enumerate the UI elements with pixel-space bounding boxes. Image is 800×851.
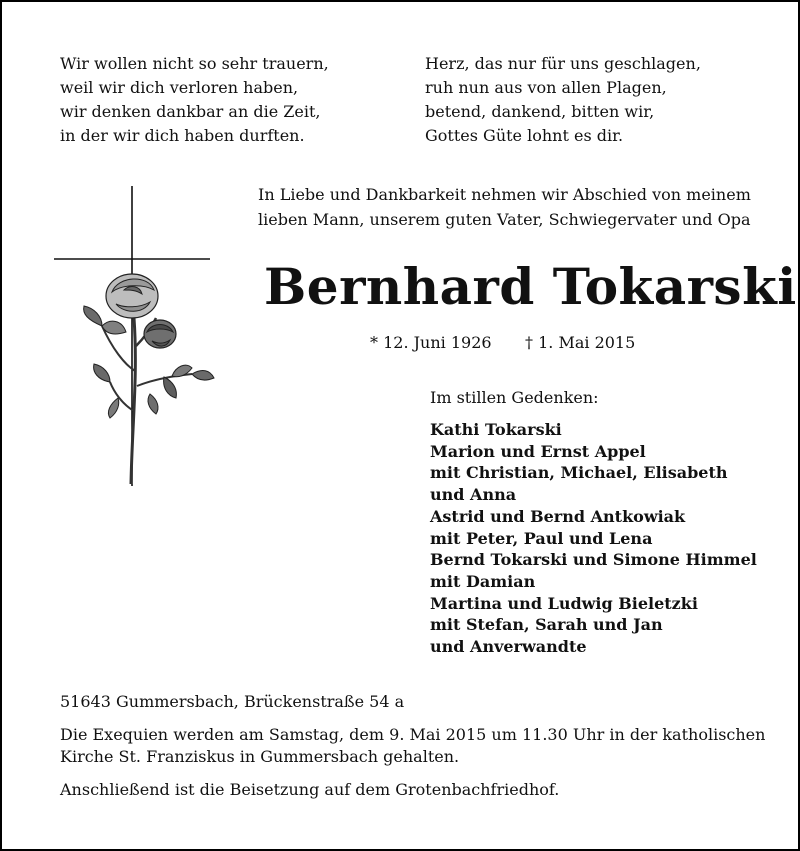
cross-with-rose xyxy=(52,186,222,506)
mourners-list xyxy=(430,419,757,658)
intro-text xyxy=(258,182,751,232)
poem-line: weil wir dich verloren haben, xyxy=(60,78,299,97)
service-line: Kirche St. Franziskus in Gummersbach gehalten. xyxy=(60,747,460,766)
mourners-heading: Im stillen Gedenken: xyxy=(430,388,599,407)
mourner-line: Kathi Tokarski xyxy=(430,420,562,439)
service-notice xyxy=(60,724,766,768)
intro-line: lieben Mann, unserem guten Vater, Schwiegervater und Opa xyxy=(258,210,751,229)
poem-line: Wir wollen nicht so sehr trauern, xyxy=(60,54,329,73)
service-line: Die Exequien werden am Samstag, dem 9. Mai 2015 um 11.30 Uhr in der katholischen xyxy=(60,725,766,744)
poem-left xyxy=(60,52,329,148)
poem-line: in der wir dich haben durften. xyxy=(60,126,305,145)
mourner-line: und Anverwandte xyxy=(430,637,587,657)
poem-line: betend, dankend, bitten wir, xyxy=(425,102,655,121)
mourner-line: und Anna xyxy=(430,485,517,505)
rose-icon xyxy=(84,274,214,484)
intro-line: In Liebe und Dankbarkeit nehmen wir Abschied von meinem xyxy=(258,185,751,204)
mourner-line: mit Stefan, Sarah und Jan xyxy=(430,615,663,635)
poem-right xyxy=(425,52,701,148)
mourner-line: Marion und Ernst Appel xyxy=(430,441,646,461)
death-date: † 1. Mai 2015 xyxy=(525,333,636,352)
mourner-line: Martina und Ludwig Bieletzki xyxy=(430,593,698,613)
mourner-line: mit Peter, Paul und Lena xyxy=(430,528,653,548)
poem-line: Herz, das nur für uns geschlagen, xyxy=(425,54,701,73)
poem-line: Gottes Güte lohnt es dir. xyxy=(425,126,624,145)
birth-date: * 12. Juni 1926 xyxy=(370,333,492,352)
mourner-line: Astrid und Bernd Antkowiak xyxy=(430,506,686,526)
poem-line: wir denken dankbar an die Zeit, xyxy=(60,102,321,121)
mourner-line: mit Christian, Michael, Elisabeth xyxy=(430,463,728,483)
mourner-line: mit Damian xyxy=(430,571,536,591)
address: 51643 Gummersbach, Brückenstraße 54 a xyxy=(60,692,405,711)
poem-line: ruh nun aus von allen Plagen, xyxy=(425,78,667,97)
deceased-name: Bernhard Tokarski xyxy=(264,257,797,316)
mourner-line: Bernd Tokarski und Simone Himmel xyxy=(430,550,757,570)
burial-notice: Anschließend ist die Beisetzung auf dem Grotenbachfriedhof. xyxy=(60,780,560,799)
